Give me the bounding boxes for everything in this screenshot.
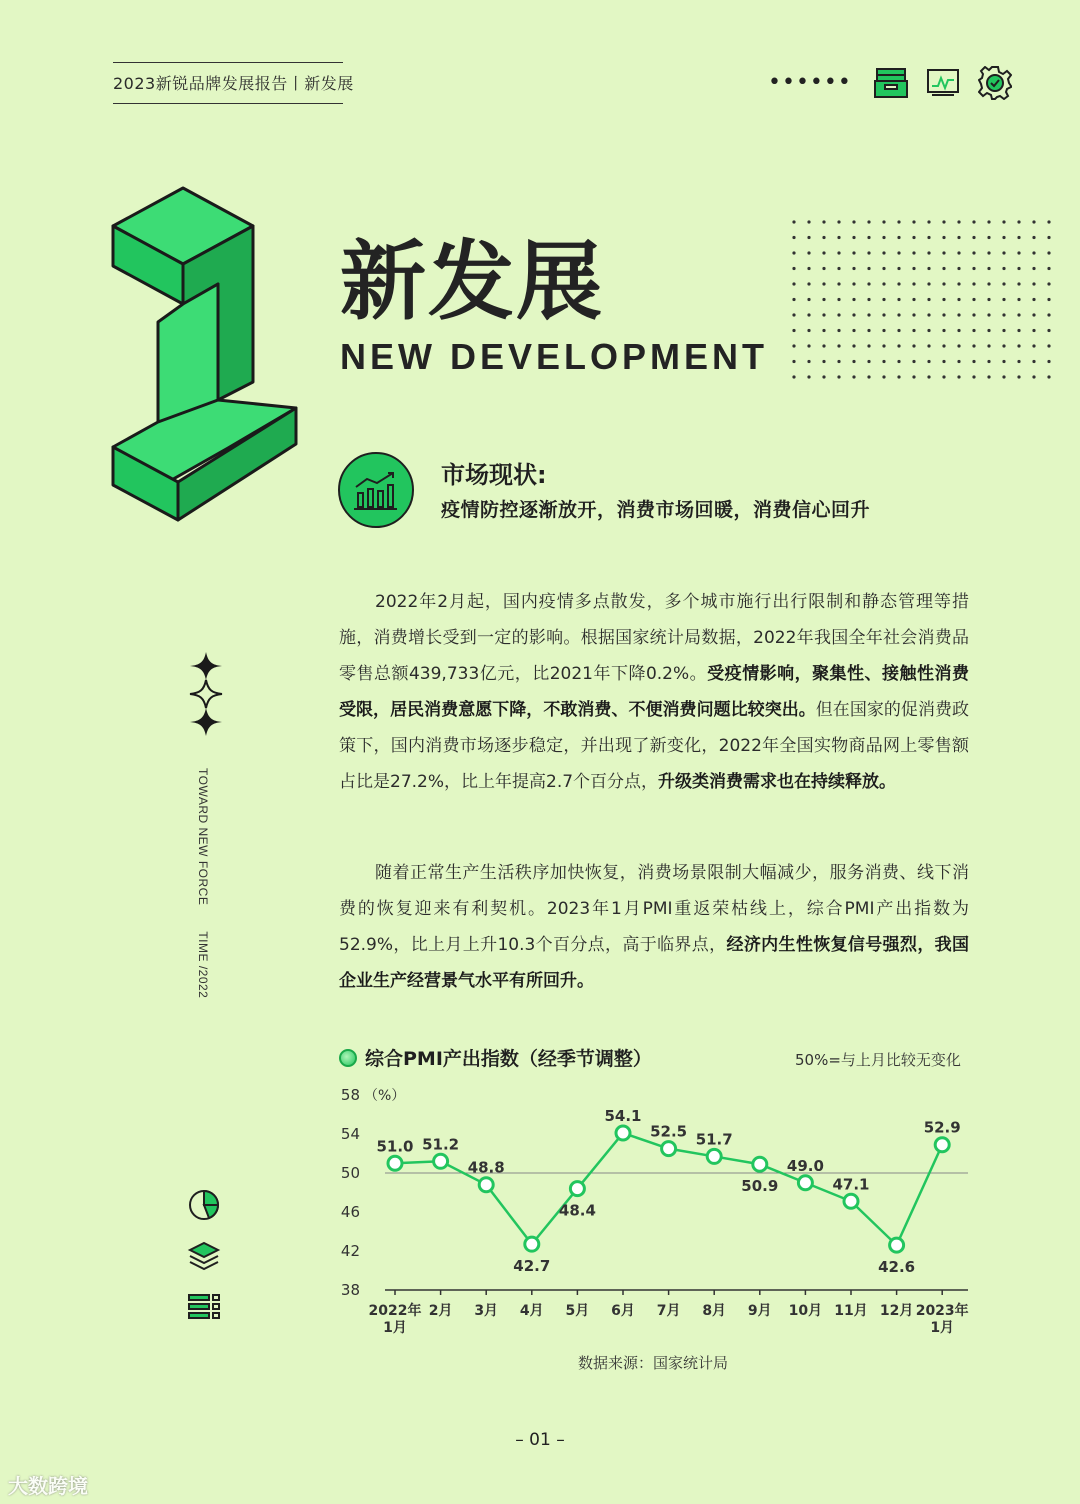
chart-title-row (339, 1044, 652, 1071)
grid-dot (822, 282, 825, 285)
grid-dot (852, 313, 855, 316)
grid-dot (867, 236, 870, 239)
grid-dot (897, 360, 900, 363)
data-label: 51.7 (695, 1130, 733, 1149)
grid-dot (807, 220, 810, 223)
grid-dot (957, 298, 960, 301)
grid-dot (852, 344, 855, 347)
grid-dot (942, 360, 945, 363)
grid-dot (927, 267, 930, 270)
grid-dot (1047, 236, 1050, 239)
grid-dot (1002, 298, 1005, 301)
grid-dot (837, 360, 840, 363)
data-point (890, 1238, 904, 1252)
grid-dot (1047, 220, 1050, 223)
grid-dot (1047, 282, 1050, 285)
grid-dot (1002, 360, 1005, 363)
grid-dot (942, 344, 945, 347)
grid-dot (987, 282, 990, 285)
grid-dot (1032, 375, 1035, 378)
grid-dot (972, 220, 975, 223)
grid-dot (927, 282, 930, 285)
grid-dot (1017, 360, 1020, 363)
grid-dot (837, 313, 840, 316)
grid-dot (867, 282, 870, 285)
grid-dot (972, 282, 975, 285)
grid-dot (822, 313, 825, 316)
data-label: 49.0 (786, 1156, 824, 1175)
grid-dot (1047, 344, 1050, 347)
grid-dot (852, 282, 855, 285)
data-point (707, 1149, 721, 1163)
grid-dot (927, 375, 930, 378)
grid-dot (942, 298, 945, 301)
grid-dot (1047, 298, 1050, 301)
grid-dot (897, 298, 900, 301)
grid-dot (1002, 329, 1005, 332)
data-label: 47.1 (832, 1175, 870, 1194)
monitor-chart-icon[interactable] (926, 68, 960, 98)
grid-dot (837, 236, 840, 239)
grid-dot (957, 251, 960, 254)
grid-dot (822, 298, 825, 301)
grid-dot (987, 220, 990, 223)
side-icon-column (187, 1188, 221, 1340)
grid-dot (792, 360, 795, 363)
grid-dot (912, 267, 915, 270)
data-label: 52.5 (650, 1122, 688, 1141)
grid-dot (942, 329, 945, 332)
grid-dot (957, 329, 960, 332)
grid-dot (897, 220, 900, 223)
data-label: 50.9 (741, 1177, 779, 1196)
data-point (570, 1182, 584, 1196)
x-tick-label: 2023年 (915, 1303, 969, 1319)
grid-dot (927, 220, 930, 223)
sparkle-stars-icon (186, 650, 226, 740)
x-tick-label: 2022年 (368, 1303, 422, 1319)
grid-dot (1047, 360, 1050, 363)
x-tick-label: 4月 (519, 1303, 544, 1319)
grid-dot (957, 267, 960, 270)
chart-note: 50%=与上月比较无变化 (795, 1051, 961, 1069)
grid-dot (927, 344, 930, 347)
grid-dot (957, 375, 960, 378)
grid-dot (897, 251, 900, 254)
x-tick-label: 1月 (930, 1320, 955, 1336)
grid-dot (807, 298, 810, 301)
grid-dot (822, 236, 825, 239)
grid-dot (882, 344, 885, 347)
grid-dot (792, 298, 795, 301)
x-tick-label: 9月 (747, 1303, 772, 1319)
grid-dot (1017, 344, 1020, 347)
grid-dot (1047, 251, 1050, 254)
grid-dot (912, 313, 915, 316)
grid-dot (942, 236, 945, 239)
grid-dot (1017, 298, 1020, 301)
grid-dot (942, 251, 945, 254)
grid-dot (927, 329, 930, 332)
grid-dot (882, 220, 885, 223)
grid-dot (807, 251, 810, 254)
grid-dot (897, 313, 900, 316)
grid-dot (807, 360, 810, 363)
grid-dot (822, 251, 825, 254)
y-tick-label: 46 (340, 1203, 360, 1221)
y-tick-label: 58 (340, 1086, 360, 1104)
grid-dot (1032, 251, 1035, 254)
grid-dot (897, 267, 900, 270)
x-tick-label: 7月 (656, 1303, 681, 1319)
grid-dot (867, 267, 870, 270)
grid-dot (822, 329, 825, 332)
grid-dot (807, 236, 810, 239)
body-paragraph-1 (339, 584, 969, 800)
grid-dot (987, 329, 990, 332)
grid-dot (867, 360, 870, 363)
grid-dot (1017, 236, 1020, 239)
grid-dot (972, 298, 975, 301)
grid-dot (867, 344, 870, 347)
x-tick-label: 12月 (879, 1303, 914, 1319)
grid-dot (807, 267, 810, 270)
grid-dot (942, 313, 945, 316)
dot-grid-decoration (790, 218, 1060, 383)
y-tick-label: 42 (340, 1242, 360, 1260)
data-point (798, 1176, 812, 1190)
data-point (753, 1157, 767, 1171)
x-tick-label: 3月 (474, 1303, 499, 1319)
grid-dot (822, 344, 825, 347)
grid-dot (837, 267, 840, 270)
grid-dot (882, 298, 885, 301)
grid-dot (882, 329, 885, 332)
data-point (935, 1138, 949, 1152)
header-toolbar (768, 66, 1012, 100)
grid-dot (897, 375, 900, 378)
grid-dot (867, 329, 870, 332)
grid-dot (837, 375, 840, 378)
grid-dot (987, 298, 990, 301)
data-point (844, 1194, 858, 1208)
grid-dot (987, 360, 990, 363)
grid-dot (852, 375, 855, 378)
grid-dot (987, 251, 990, 254)
grid-dot (972, 236, 975, 239)
grid-dot (987, 344, 990, 347)
grid-dot (837, 251, 840, 254)
grid-dot (1032, 282, 1035, 285)
watermark-logo: 大数跨境 (8, 1474, 88, 1498)
grid-dot (1032, 220, 1035, 223)
bold-text-run: 升级类消费需求也在持续释放。 (658, 772, 897, 792)
grid-dot (987, 313, 990, 316)
grid-dot (807, 375, 810, 378)
grid-dot (1032, 329, 1035, 332)
page-title-en: NEW DEVELOPMENT (340, 336, 769, 377)
grid-dot (867, 220, 870, 223)
vertical-tagline-text: TOWARD NEW FORCE (196, 768, 210, 906)
page-number: – 01 – (515, 1430, 565, 1450)
grid-dot (837, 329, 840, 332)
chart-source: 数据来源：国家统计局 (577, 1354, 728, 1372)
grid-dot (1002, 344, 1005, 347)
inbox-tray-icon[interactable] (874, 67, 908, 99)
grid-dot (792, 375, 795, 378)
pmi-line-chart (330, 1080, 990, 1340)
grid-dot (867, 375, 870, 378)
data-point (525, 1237, 539, 1251)
grid-dot (792, 220, 795, 223)
grid-dot (867, 298, 870, 301)
grid-dot (1047, 329, 1050, 332)
grid-dot (972, 344, 975, 347)
layers-icon (187, 1240, 221, 1274)
grid-dot (867, 313, 870, 316)
grid-dot (792, 282, 795, 285)
grid-dot (1047, 267, 1050, 270)
grid-dot (897, 282, 900, 285)
grid-dot (882, 375, 885, 378)
grid-dot (792, 251, 795, 254)
grid-dot (1032, 344, 1035, 347)
data-label: 52.9 (923, 1118, 961, 1137)
vertical-tagline (196, 768, 210, 998)
grid-dot (972, 360, 975, 363)
grid-dot (972, 329, 975, 332)
grid-dot (957, 282, 960, 285)
data-label: 42.6 (878, 1258, 916, 1277)
grid-dot (957, 313, 960, 316)
text-run: 2022年2月起，国内疫情多点散发，多个城市施行出行限制和静态管理等措施，消费增长受到一定的影响。根据国家统计局数据，2022年我国全年社会消费品零售总额439,733亿元，比2021年下降0.2%。 (339, 592, 969, 684)
grid-dot (1032, 360, 1035, 363)
grid-dot (912, 220, 915, 223)
grid-dot (897, 344, 900, 347)
grid-dot (912, 236, 915, 239)
grid-dot (1017, 375, 1020, 378)
grid-dot (912, 375, 915, 378)
grid-dot (882, 251, 885, 254)
grid-dot (912, 360, 915, 363)
bold-text-run: 经济内生性恢复信号强烈，我国企业生产经营景气水平有所回升。 (339, 935, 970, 991)
grid-dot (957, 360, 960, 363)
grid-dot (792, 267, 795, 270)
grid-dot (852, 220, 855, 223)
page-title-cn: 新发展 (340, 232, 604, 332)
grid-dot (957, 344, 960, 347)
grid-dot (852, 251, 855, 254)
grid-dot (942, 375, 945, 378)
bold-text-run: 受疫情影响，聚集性、接触性消费受限，居民消费意愿下降，不敢消费、不便消费问题比较突出。 (339, 664, 969, 720)
chart-title: 综合PMI产出指数（经季节调整） (365, 1048, 652, 1070)
text-run: 随着正常生产生活秩序加快恢复，消费场景限制大幅减少，服务消费、线下消费的恢复迎来有利契机。2023年1月PMI重返荣枯线上，综合PMI产出指数为52.9%，比上月上升10.3个百分点，高于临界点， (339, 863, 969, 955)
grid-dot (987, 375, 990, 378)
grid-dot (807, 329, 810, 332)
data-label: 51.2 (422, 1135, 460, 1154)
grid-dot (987, 236, 990, 239)
grid-dot (852, 360, 855, 363)
y-tick-label: 38 (340, 1281, 360, 1299)
grid-dot (822, 220, 825, 223)
grid-dot (792, 313, 795, 316)
grid-dot (1032, 313, 1035, 316)
grid-dot (1017, 282, 1020, 285)
x-tick-label: 2月 (428, 1303, 453, 1319)
data-label: 48.4 (558, 1201, 596, 1220)
grid-dot (1002, 375, 1005, 378)
report-header-title: 2023新锐品牌发展报告丨新发展 (113, 62, 343, 104)
grid-dot (837, 220, 840, 223)
grid-dot (792, 344, 795, 347)
grid-dot (942, 220, 945, 223)
grid-dot (957, 220, 960, 223)
grid-dot (837, 282, 840, 285)
grid-dot (987, 267, 990, 270)
grid-dot (1032, 236, 1035, 239)
grid-dot (1017, 267, 1020, 270)
x-tick-label: 8月 (702, 1303, 727, 1319)
grid-dot (807, 282, 810, 285)
grid-dot (822, 360, 825, 363)
big-number-one-graphic (108, 182, 308, 527)
grid-dot (972, 313, 975, 316)
grid-dot (882, 360, 885, 363)
grid-dot (912, 298, 915, 301)
data-point (616, 1126, 630, 1140)
data-point (479, 1178, 493, 1192)
grid-dot (792, 236, 795, 239)
grid-dot (822, 267, 825, 270)
data-point (388, 1156, 402, 1170)
grid-dot (882, 313, 885, 316)
grid-dot (912, 282, 915, 285)
grid-dot (897, 329, 900, 332)
grid-dot (1002, 282, 1005, 285)
list-grid-icon (187, 1292, 221, 1322)
grid-dot (852, 236, 855, 239)
grid-dot (927, 360, 930, 363)
grid-dot (972, 251, 975, 254)
grid-dot (912, 344, 915, 347)
grid-dot (852, 267, 855, 270)
chart-bullet-icon (339, 1049, 357, 1067)
grid-dot (927, 298, 930, 301)
grid-dot (882, 236, 885, 239)
grid-dot (1032, 298, 1035, 301)
data-label: 48.8 (467, 1158, 505, 1177)
grid-dot (807, 344, 810, 347)
grid-dot (837, 298, 840, 301)
grid-dot (942, 267, 945, 270)
grid-dot (1047, 313, 1050, 316)
grid-dot (927, 236, 930, 239)
grid-dot (882, 282, 885, 285)
y-tick-label: 50 (340, 1164, 360, 1182)
x-tick-label: 10月 (788, 1303, 823, 1319)
grid-dot (1017, 313, 1020, 316)
y-axis-unit: （%） (364, 1088, 406, 1104)
x-tick-label: 1月 (383, 1320, 407, 1336)
grid-dot (1002, 236, 1005, 239)
grid-dot (1017, 220, 1020, 223)
grid-dot (927, 251, 930, 254)
grid-dot (852, 329, 855, 332)
grid-dot (792, 329, 795, 332)
dots-decoration: •••••• (768, 70, 852, 95)
x-tick-label: 6月 (611, 1303, 635, 1319)
grid-dot (942, 282, 945, 285)
grid-dot (822, 375, 825, 378)
y-tick-label: 54 (340, 1125, 360, 1143)
gear-check-icon[interactable] (978, 66, 1012, 100)
grid-dot (1002, 267, 1005, 270)
grid-dot (1017, 329, 1020, 332)
grid-dot (852, 298, 855, 301)
grid-dot (1002, 220, 1005, 223)
grid-dot (912, 329, 915, 332)
x-tick-label: 5月 (565, 1303, 590, 1319)
x-tick-label: 11月 (834, 1303, 868, 1319)
grid-dot (837, 344, 840, 347)
grid-dot (1002, 251, 1005, 254)
section-subtitle: 疫情防控逐渐放开，消费市场回暖，消费信心回升 (441, 499, 871, 521)
market-bar-chart-icon (337, 451, 415, 529)
pie-chart-icon (187, 1188, 221, 1222)
grid-dot (912, 251, 915, 254)
grid-dot (927, 313, 930, 316)
grid-dot (972, 267, 975, 270)
data-label: 42.7 (513, 1257, 551, 1276)
grid-dot (882, 267, 885, 270)
data-point (662, 1142, 676, 1156)
vertical-year-text: TIME /2022 (196, 931, 210, 999)
grid-dot (957, 236, 960, 239)
grid-dot (807, 313, 810, 316)
data-label: 54.1 (604, 1107, 642, 1126)
grid-dot (867, 251, 870, 254)
grid-dot (972, 375, 975, 378)
grid-dot (1047, 375, 1050, 378)
grid-dot (1002, 313, 1005, 316)
text-run: 但在国家的促消费政策下，国内消费市场逐步稳定，并出现了新变化，2022年全国实物商品网上零售额占比是27.2%，比上年提高2.7个百分点， (339, 700, 970, 792)
data-label: 51.0 (376, 1137, 414, 1156)
grid-dot (1032, 267, 1035, 270)
data-point (434, 1154, 448, 1168)
body-paragraph-2 (339, 855, 969, 999)
section-title: 市场现状: (441, 461, 547, 489)
grid-dot (897, 236, 900, 239)
grid-dot (1017, 251, 1020, 254)
